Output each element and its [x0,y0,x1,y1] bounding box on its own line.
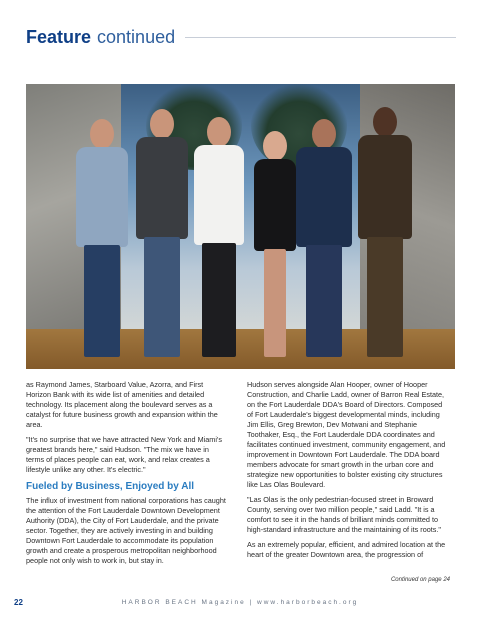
subheading: Fueled by Business, Enjoyed by All [26,481,195,492]
photo-person-4 [250,131,300,359]
header-rule [185,37,456,38]
photo-person-3 [192,117,246,359]
col2-paragraph-1: Hudson serves alongside Alan Hooper, owner of Hooper Construction, and Charlie Ladd, owner of Barron Real Estate, on the Fort Lauderdale DDA's Board of Directors. Composed of Fort Lauderdale's biggest developmental minds, including Jim Ellis, Greg Brewton, Dev Motwani and Stephanie Toothaker, Esq., the Fort Lauderdale DDA coordinates and facilitates continued investment, community engagement, and improvement in Downtown Fort Lauderdale. The DDA board members advocate for smart growth in the urban core and strategize new opportunities to bolster existing city structures like Las Olas Boulevard. [247,380,446,489]
continued-note: Continued on page 24 [390,577,450,583]
footer-publication: HARBOR BEACH Magazine | www.harborbeach.org [121,599,359,606]
photo-person-1 [74,119,130,359]
photo-person-5 [294,119,354,359]
col1-paragraph-3: The influx of investment from national corporations has caught the attention of the Fort Lauderdale Downtown Development Authority (DDA), the City of Fort Lauderdale, and the private sector. Together, they are actively investing in and building Downtown Fort Lauderdale to accommodate its population growth and create a prosperous metropolitan neighborhood people not only wish to work in, but stay in. [26,496,226,565]
section-subtitle: continued [97,26,176,47]
article-column-1 [26,380,226,571]
col1-paragraph-2: "It's no surprise that we have attracted New York and Miami's greatest brands here," said Hudson. "The mix we have in terms of places people can eat, work, and relax creates a lifestyle unlike any other. It's electric." [26,435,222,474]
section-title: Feature [26,26,92,47]
col2-paragraph-3: As an extremely popular, efficient, and admired location at the heart of the greater Downtown area, the progression of [247,540,446,559]
photo-person-2 [134,109,190,359]
page-number: 22 [14,598,23,607]
col2-paragraph-2: "Las Olas is the only pedestrian-focused street in Broward County, serving over two million people," said Ladd. "It is a comfort to see it in the hands of brilliant minds committed to high-standard infrastructure and the maintaining of its roots." [247,495,441,534]
group-photo [26,84,455,369]
section-header [26,24,456,50]
page-footer [0,598,480,612]
photo-person-6 [356,107,414,359]
col1-paragraph-1: as Raymond James, Starboard Value, Azorra, and First Horizon Bank with its wide list of amenities and detailed technology. Its placement along the boulevard serves as a catalyst for future business growth and expansion within the area. [26,380,218,429]
article-column-2 [247,380,447,565]
